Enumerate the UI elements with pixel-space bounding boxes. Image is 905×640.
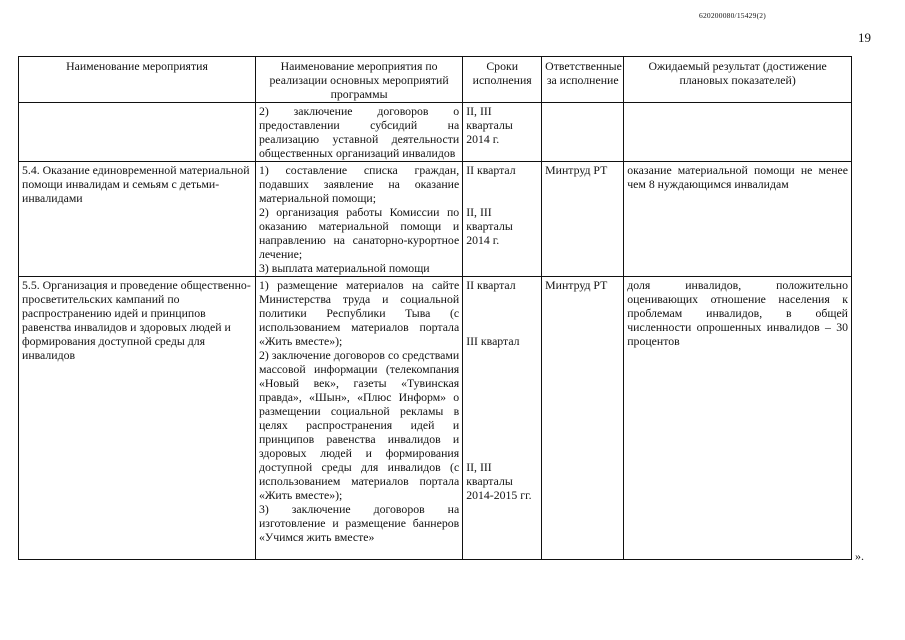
term-item: II, III кварталы 2014 г.	[466, 104, 513, 146]
column-header-measure-name: Наименование мероприятия	[19, 57, 256, 103]
measures-table	[18, 56, 852, 560]
closing-quote-mark: ».	[855, 549, 864, 563]
cell-result: доля инвалидов, положительно оценивающих отношение населения к проблемам инвалидов, в общей численности опрошенных инвалидов – 30 процентов	[624, 277, 852, 560]
cell-result	[624, 103, 852, 162]
cell-measure-name	[19, 103, 256, 162]
term-item: II, III кварталы 2014-2015 гг.	[466, 460, 532, 502]
column-header-implementation: Наименование мероприятия по реализации основных мероприятий программы	[255, 57, 462, 103]
column-header-responsible: Ответственные за исполнение	[542, 57, 624, 103]
cell-result: оказание материальной помощи не менее чем 8 нуждающимся инвалидам	[624, 162, 852, 277]
action-item: 1) составление списка граждан, подавших заявление на оказание материальной помощи;	[258, 163, 460, 205]
term-item: II, III кварталы 2014 г.	[466, 205, 513, 247]
action-item: 2) заключение договоров со средствами массовой информации (телекомпания «Новый век», газеты «Тувинская правда», «Шын», «Плюс Информ» о размещении социальной рекламы в целях распространения идей и принципов равенства инвалидов и здоровых людей и формирования доступной среды для инвалидов (с использованием материалов портала «Жить вместе»);	[258, 348, 460, 502]
cell-responsible: Минтруд РТ	[542, 277, 624, 560]
page-number: 19	[858, 30, 871, 45]
cell-actions	[255, 162, 462, 277]
cell-measure-name: 5.4. Оказание единовременной материальной помощи инвалидам и семьям с детьми-инвалидами	[19, 162, 256, 277]
table-header-row	[19, 57, 852, 103]
cell-actions	[255, 277, 462, 560]
term-item: II квартал	[466, 163, 516, 177]
term-item: II квартал	[466, 278, 516, 292]
action-item: 1) размещение материалов на сайте Министерства труда и социальной политики Республики Тыва (с использованием материалов портала «Жить вместе»);	[258, 278, 460, 348]
cell-terms	[463, 103, 542, 162]
action-item: 2) организация работы Комиссии по оказанию материальной помощи и направлению на санаторно-курортное лечение;	[258, 205, 460, 261]
cell-actions	[255, 103, 462, 162]
term-item: III квартал	[466, 334, 520, 348]
action-item: 3) заключение договоров на изготовление и размещение баннеров «Учимся жить вместе»	[258, 502, 460, 544]
cell-responsible	[542, 103, 624, 162]
document-code: 620200080/15429(2)	[699, 11, 766, 20]
action-item: 3) выплата материальной помощи	[258, 261, 430, 275]
cell-measure-name: 5.5. Организация и проведение общественно-просветительских кампаний по распространению идей и принципов равенства инвалидов и здоровых людей и формирования доступной среды для инвалидов	[19, 277, 256, 560]
table-row	[19, 162, 852, 277]
cell-responsible: Минтруд РТ	[542, 162, 624, 277]
table-row	[19, 103, 852, 162]
cell-terms	[463, 162, 542, 277]
column-header-terms: Сроки исполнения	[463, 57, 542, 103]
column-header-expected-result: Ожидаемый результат (достижение плановых показателей)	[624, 57, 852, 103]
action-item: 2) заключение договоров о предоставлении субсидий на реализацию уставной деятельности общественных организаций инвалидов	[258, 104, 460, 160]
table-row	[19, 277, 852, 560]
cell-terms	[463, 277, 542, 560]
